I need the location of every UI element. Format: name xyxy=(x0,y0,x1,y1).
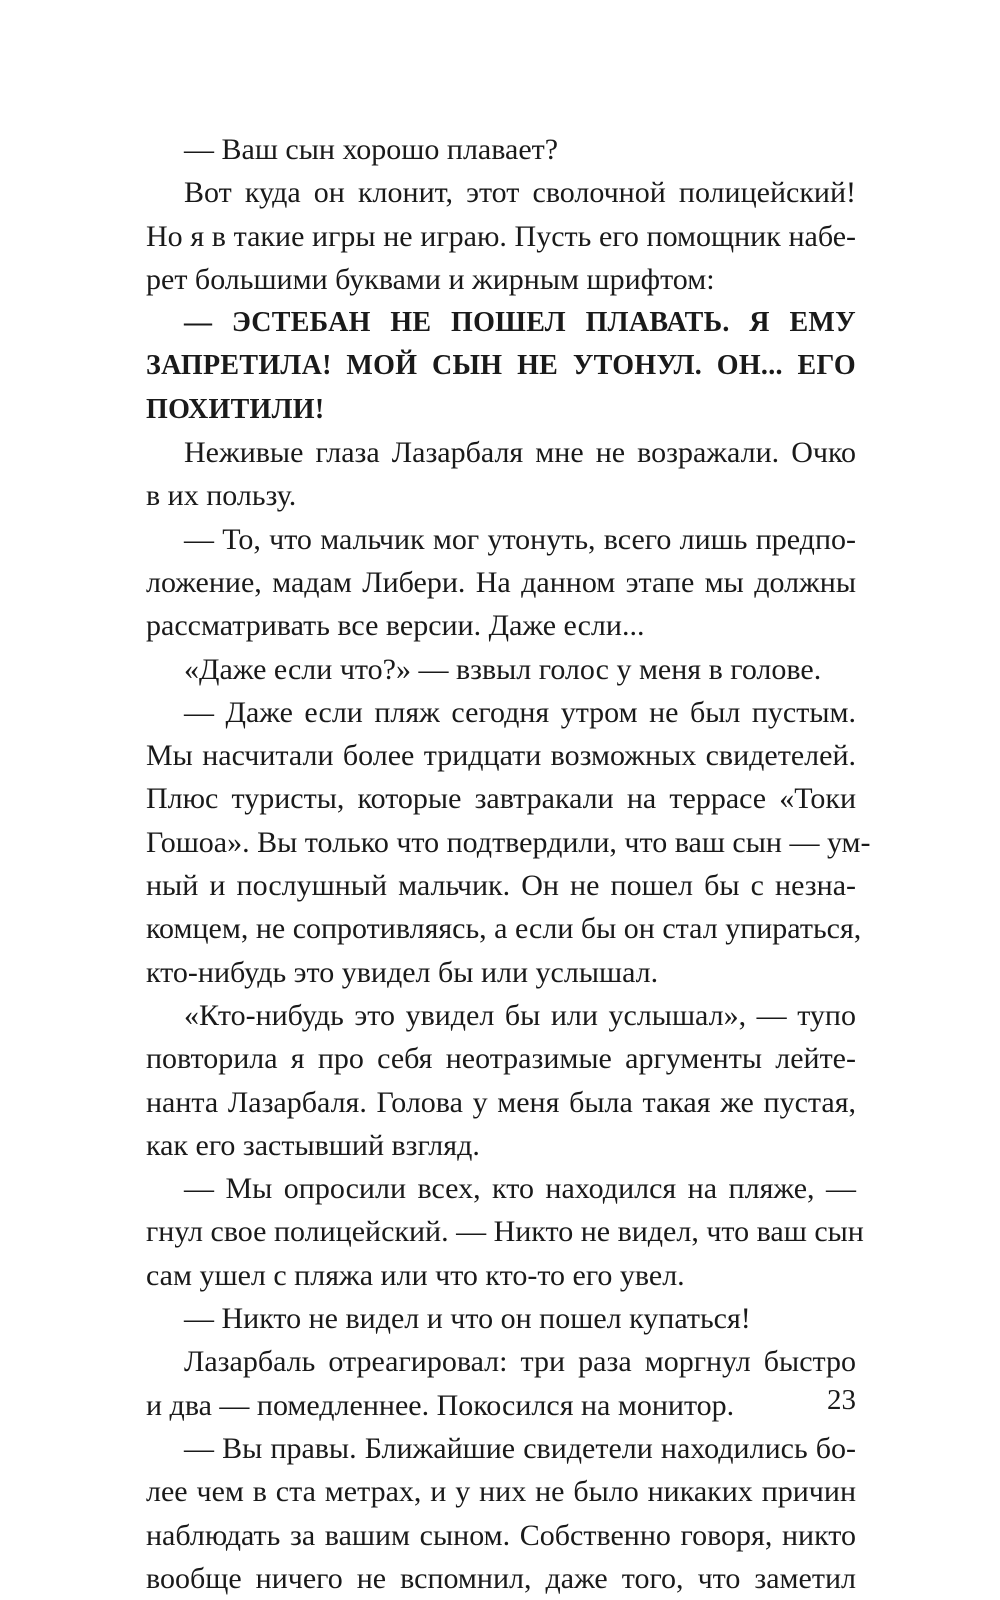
text-line: Вот куда он клонит, этот сволочной полицейский! xyxy=(184,176,856,210)
text-line: «Даже если что?» — взвыл голос у меня в голове. xyxy=(184,652,822,686)
text-line: Гошоа». Вы только что подтвердили, что ваш сын — ум- xyxy=(146,825,871,859)
text-line: — То, что мальчик мог утонуть, всего лишь предпо- xyxy=(184,522,856,556)
text-line: ложение, мадам Либери. На данном этапе мы должны xyxy=(146,565,856,599)
text-line: как его застывший взгляд. xyxy=(146,1128,480,1162)
text-line: рет большими буквами и жирным шрифтом: xyxy=(146,262,715,296)
text-line: ный и послушный мальчик. Он не пошел бы с незна- xyxy=(146,869,856,903)
text-line: комцем, не сопротивляясь, а если бы он стал упираться, xyxy=(146,912,862,946)
text-line: Но я в такие игры не играю. Пусть его помощник набе- xyxy=(146,219,856,253)
text-line: сам ушел с пляжа или что кто-то его увел. xyxy=(146,1258,685,1292)
text-line: Мы насчитали более тридцати возможных свидетелей. xyxy=(146,739,856,773)
text-line: «Кто-нибудь это увидел бы или услышал», — тупо xyxy=(184,998,856,1032)
text-line: Лазарбаль отреагировал: три раза моргнул быстро xyxy=(184,1345,856,1379)
text-line: гнул свое полицейский. — Никто не видел, что ваш сын xyxy=(146,1215,864,1249)
text-line: Неживые глаза Лазарбаля мне не возражали. Очко xyxy=(184,436,856,470)
text-line: нанта Лазарбаля. Голова у меня была такая же пустая, xyxy=(146,1085,856,1119)
text-line: кто-нибудь это увидел бы или услышал. xyxy=(146,955,659,989)
text-line: — Даже если пляж сегодня утром не был пустым. xyxy=(184,695,856,729)
text-line: в их пользу. xyxy=(146,479,297,513)
text-line: и два — помедленнее. Покосился на монитор. xyxy=(146,1388,735,1422)
body-text xyxy=(146,128,871,1600)
page-number: 23 xyxy=(827,1384,856,1416)
bold-text-line: — ЭСТЕБАН НЕ ПОШЕЛ ПЛАВАТЬ. Я ЕМУ xyxy=(184,307,856,339)
text-line: лее чем в ста метрах, и у них не было никаких причин xyxy=(146,1475,856,1509)
text-line: — Мы опросили всех, кто находился на пляже, — xyxy=(184,1172,856,1206)
text-line: — Вы правы. Ближайшие свидетели находились бо- xyxy=(184,1431,856,1465)
text-line: — Никто не видел и что он пошел купаться! xyxy=(184,1302,751,1336)
text-line: Плюс туристы, которые завтракали на террасе «Токи xyxy=(146,782,856,816)
text-line: повторила я про себя неотразимые аргументы лейте- xyxy=(146,1042,856,1076)
text-line: вообще ничего не вспомнил, даже того, что заметил xyxy=(146,1561,856,1595)
text-line: наблюдать за вашим сыном. Собственно говоря, никто xyxy=(146,1518,856,1552)
text-line: рассматривать все версии. Даже если... xyxy=(146,609,645,643)
bold-text-line: ЗАПРЕТИЛА! МОЙ СЫН НЕ УТОНУЛ. ОН... ЕГО xyxy=(146,350,856,382)
text-line: — Ваш сын хорошо плавает? xyxy=(184,133,559,166)
bold-text-line: ПОХИТИЛИ! xyxy=(146,393,325,425)
